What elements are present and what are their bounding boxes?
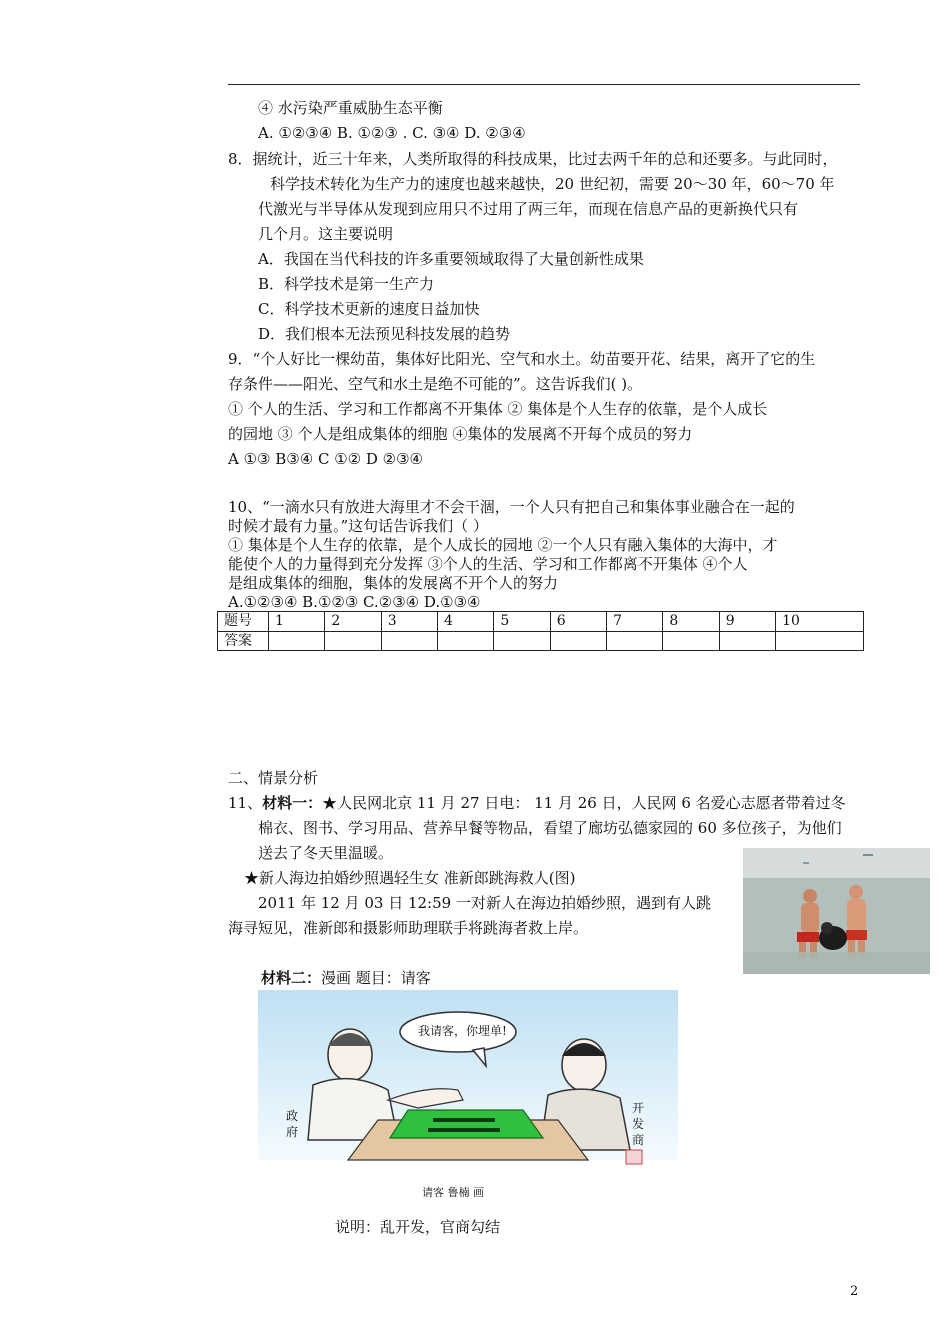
answer-cell[interactable] — [381, 631, 437, 651]
table-cell: 2 — [325, 612, 381, 632]
answer-cell[interactable] — [438, 631, 494, 651]
material-one-label: 材料一： — [262, 794, 323, 812]
material-two-line — [261, 968, 431, 988]
table-cell: 5 — [494, 612, 550, 632]
cartoon-image — [258, 990, 678, 1200]
table-cell: 4 — [438, 612, 494, 632]
q7-item-4: ④ 水污染严重威胁生态平衡 — [258, 99, 443, 117]
table-cell: 1 — [269, 612, 325, 632]
answer-cell[interactable] — [607, 631, 663, 651]
q11-number: 11、 — [228, 794, 263, 812]
table-cell: 6 — [550, 612, 606, 632]
rescue-photo-drawing — [743, 848, 930, 974]
q11-line1 — [228, 793, 846, 813]
answer-cell[interactable] — [494, 631, 550, 651]
q9-stem-line1: 9．“个人好比一棵幼苗，集体好比阳光、空气和水土。幼苗要开花、结果，离开了它的生 — [228, 350, 816, 368]
answer-cell[interactable] — [269, 631, 325, 651]
q9-stem-line2: 存条件——阳光、空气和水土是绝不可能的”。这告诉我们( )。 — [228, 375, 643, 393]
page-number: 2 — [850, 1284, 859, 1299]
q11-line6: 海寻短见，准新郎和摄影师助理联手将跳海者救上岸。 — [228, 919, 589, 937]
section-heading: 二、情景分析 — [228, 769, 319, 787]
table-cell: 题号 — [218, 612, 269, 632]
cartoon-right-label: 开发商 — [632, 1101, 645, 1147]
q10-stem-line1: 10、“一滴水只有放进大海里才不会干涸，一个人只有把自己和集体事业融合在一起的 — [228, 498, 795, 516]
header-rule — [228, 84, 860, 85]
q8-stem-line1: 8．据统计，近三十年来，人类所取得的科技成果，比过去两千年的总和还要多。与此同时， — [228, 150, 838, 168]
q10-stem-line2: 时候才最有力量。”这句话告诉我们（ ） — [228, 517, 488, 535]
q11-line4: ★新人海边拍婚纱照遇轻生女 准新郎跳海救人(图) — [244, 869, 576, 887]
table-cell: 7 — [607, 612, 663, 632]
answer-cell[interactable] — [550, 631, 606, 651]
cartoon-caption: 请客 鲁楠 画 — [422, 1186, 484, 1199]
cartoon-speech-text: 我请客，你埋单! — [418, 1024, 507, 1038]
table-cell: 8 — [663, 612, 719, 632]
table-cell: 3 — [381, 612, 437, 632]
answer-cell[interactable] — [719, 631, 775, 651]
table-cell: 10 — [776, 612, 864, 632]
q8-option-c: C．科学技术更新的速度日益加快 — [258, 300, 480, 318]
q8-option-d: D．我们根本无法预见科技发展的趋势 — [258, 325, 511, 343]
material-two-text: 漫画 题目：请客 — [321, 969, 431, 987]
q10-stem-line4: 能使个人的力量得到充分发挥 ③个人的生活、学习和工作都离不开集体 ④个人 — [228, 555, 748, 573]
rescue-photo — [743, 848, 930, 974]
table-row — [218, 612, 864, 632]
q11-line5: 2011 年 12 月 03 日 12:59 一对新人在海边拍婚纱照，遇到有人跳 — [258, 894, 711, 912]
q8-option-b: B．科学技术是第一生产力 — [258, 275, 435, 293]
answer-table — [217, 611, 864, 651]
answer-cell[interactable] — [325, 631, 381, 651]
q8-stem-line2: 科学技术转化为生产力的速度也越来越快，20 世纪初，需要 20～30 年，60～70 年 — [270, 175, 835, 193]
q10-stem-line5: 是组成集体的细胞，集体的发展离不开个人的努力 — [228, 574, 559, 592]
table-cell: 9 — [719, 612, 775, 632]
q11-line3: 送去了冬天里温暖。 — [258, 844, 394, 862]
q10-stem-line3: ① 集体是个人生存的依靠，是个人成长的园地 ②一个人只有融入集体的大海中，才 — [228, 536, 778, 554]
q9-stem-line3: ① 个人的生活、学习和工作都离不开集体 ② 集体是个人生存的依靠，是个人成长 — [228, 400, 768, 418]
table-row — [218, 631, 864, 651]
q8-stem-line4: 几个月。这主要说明 — [258, 225, 394, 243]
q9-options: A ①③ B③④ C ①② D ②③④ — [228, 450, 423, 468]
q10-options: A.①②③④ B.①②③ C.②③④ D.①③④ — [228, 593, 481, 611]
material-two-label: 材料二： — [261, 969, 322, 987]
q9-stem-line4: 的园地 ③ 个人是组成集体的细胞 ④集体的发展离不开每个成员的努力 — [228, 425, 693, 443]
q8-option-a: A．我国在当代科技的许多重要领域取得了大量创新性成果 — [258, 250, 644, 268]
q11-line2: 棉衣、图书、学习用品、营养早餐等物品，看望了廊坊弘德家园的 60 多位孩子，为他们 — [258, 819, 842, 837]
cartoon-left-label: 政府 — [286, 1109, 299, 1139]
answer-cell[interactable] — [776, 631, 864, 651]
cartoon-explanation: 说明：乱开发，官商勾结 — [335, 1218, 501, 1236]
q7-options: A. ①②③④ B. ①②③ . C. ③④ D. ②③④ — [258, 124, 526, 142]
table-cell: 答案 — [218, 631, 269, 651]
answer-cell[interactable] — [663, 631, 719, 651]
q8-stem-line3: 代激光与半导体从发现到应用只不过用了两三年，而现在信息产品的更新换代只有 — [258, 200, 799, 218]
q11-line1-text: ★人民网北京 11 月 27 日电： 11 月 26 日，人民网 6 名爱心志愿者带着过冬 — [322, 794, 846, 812]
